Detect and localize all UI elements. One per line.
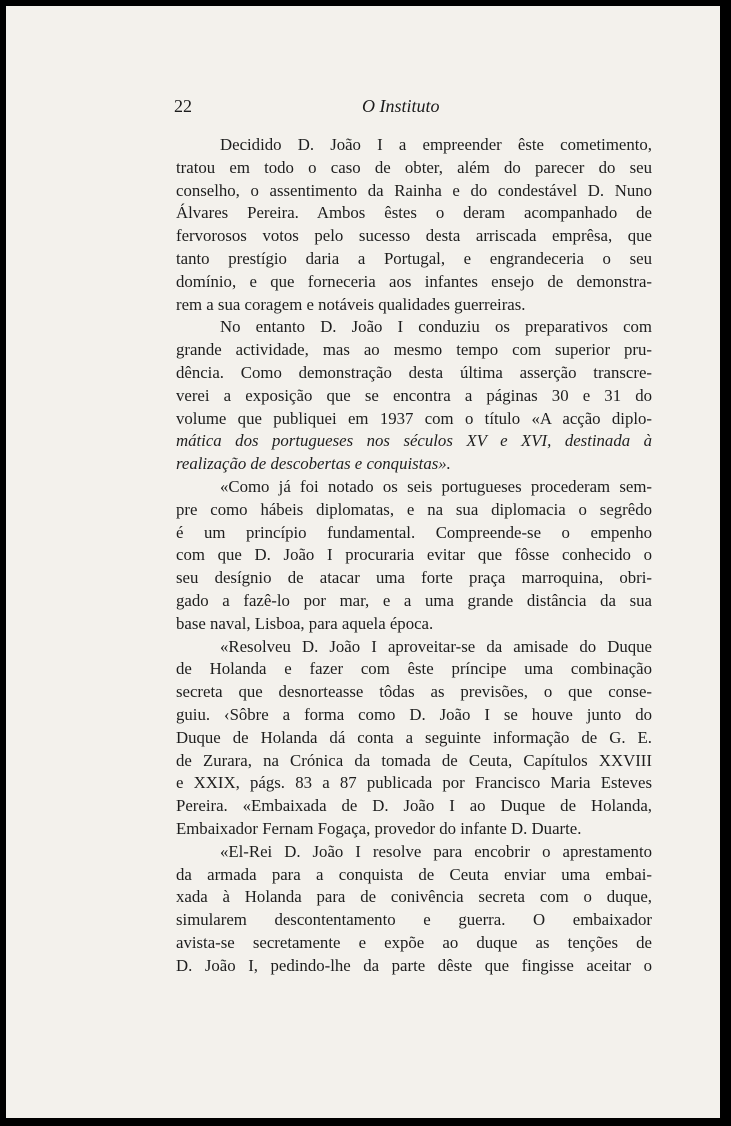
text-line: «Como já foi notado os seis portugueses procederam sem- (220, 476, 652, 496)
body-text (176, 134, 652, 977)
book-page (6, 6, 720, 1118)
text-line: Duque de Holanda dá conta a seguinte informação de G. E. (176, 727, 652, 747)
text-line: base naval, Lisboa, para aquela época. (176, 613, 434, 633)
text-line: é um princípio fundamental. Compreende-se o empenho (176, 522, 652, 542)
text-line: pre como hábeis diplomatas, e na sua diplomacia o segrêdo (176, 499, 652, 519)
text-line: domínio, e que forneceria aos infantes ensejo de demonstra- (176, 271, 652, 291)
text-line: simularem descontentamento e guerra. O embaixador (176, 910, 652, 930)
text-line: conselho, o assentimento da Rainha e do condestável D. Nuno (176, 180, 652, 200)
text-line: Pereira. «Embaixada de D. João I ao Duque de Holanda, (176, 796, 652, 816)
text-line: seu desígnio de atacar uma forte praça marroquina, obri- (176, 568, 652, 588)
text-line: realização de descobertas e conquistas». (176, 454, 451, 474)
text-line: tanto prestígio daria a Portugal, e engrandeceria o seu (176, 248, 652, 268)
text-line: de Zurara, na Crónica da tomada de Ceuta, Capítulos XXVIII (176, 750, 652, 770)
text-line: dência. Como demonstração desta última asserção transcre- (176, 362, 652, 382)
text-line: «Resolveu D. João I aproveitar-se da amisade do Duque (220, 636, 652, 656)
text-line: de Holanda e fazer com êste príncipe uma combinação (176, 659, 652, 679)
page-number: 22 (174, 96, 192, 116)
text-line: fervorosos votos pelo sucesso desta arriscada emprêsa, que (176, 226, 652, 246)
text-line: verei a exposição que se encontra a páginas 30 e 31 do (176, 385, 652, 405)
page-header (174, 96, 536, 120)
text-line: Embaixador Fernam Fogaça, provedor do infante D. Duarte. (176, 818, 582, 838)
text-line: volume que publiquei em 1937 com o título «A acção diplo- (176, 408, 652, 428)
text-line: gado a fazê-lo por mar, e a uma grande distância da sua (176, 590, 652, 610)
text-line: da armada para a conquista de Ceuta enviar uma embai- (176, 864, 652, 884)
text-line: guiu. ‹Sôbre a forma como D. João I se houve junto do (176, 704, 652, 724)
text-line: e XXIX, págs. 83 a 87 publicada por Francisco Maria Esteves (176, 773, 652, 793)
text-line: avista-se secretamente e expõe ao duque as tenções de (176, 932, 652, 952)
text-line: grande actividade, mas ao mesmo tempo com superior pru- (176, 340, 652, 360)
text-line: tratou em todo o caso de obter, além do parecer do seu (176, 157, 652, 177)
text-line: No entanto D. João I conduziu os preparativos com (220, 317, 652, 337)
running-title: O Instituto (362, 96, 440, 116)
text-line: Decidido D. João I a empreender êste cometimento, (220, 135, 652, 154)
text-line: mática dos portugueses nos séculos XV e XVI, destinada à (176, 431, 652, 451)
text-line: com que D. João I procuraria evitar que fôsse conhecido o (176, 545, 652, 565)
text-line: Álvares Pereira. Ambos êstes o deram acompanhado de (176, 203, 652, 223)
text-line: rem a sua coragem e notáveis qualidades guerreiras. (176, 294, 526, 314)
text-line: «El-Rei D. João I resolve para encobrir o aprestamento (220, 841, 652, 861)
text-line: xada à Holanda para de conivência secreta com o duque, (176, 887, 652, 907)
text-line: secreta que desnorteasse tôdas as previsões, o que conse- (176, 682, 652, 702)
text-line: D. João I, pedindo-lhe da parte dêste que fingisse aceitar o (176, 955, 652, 975)
